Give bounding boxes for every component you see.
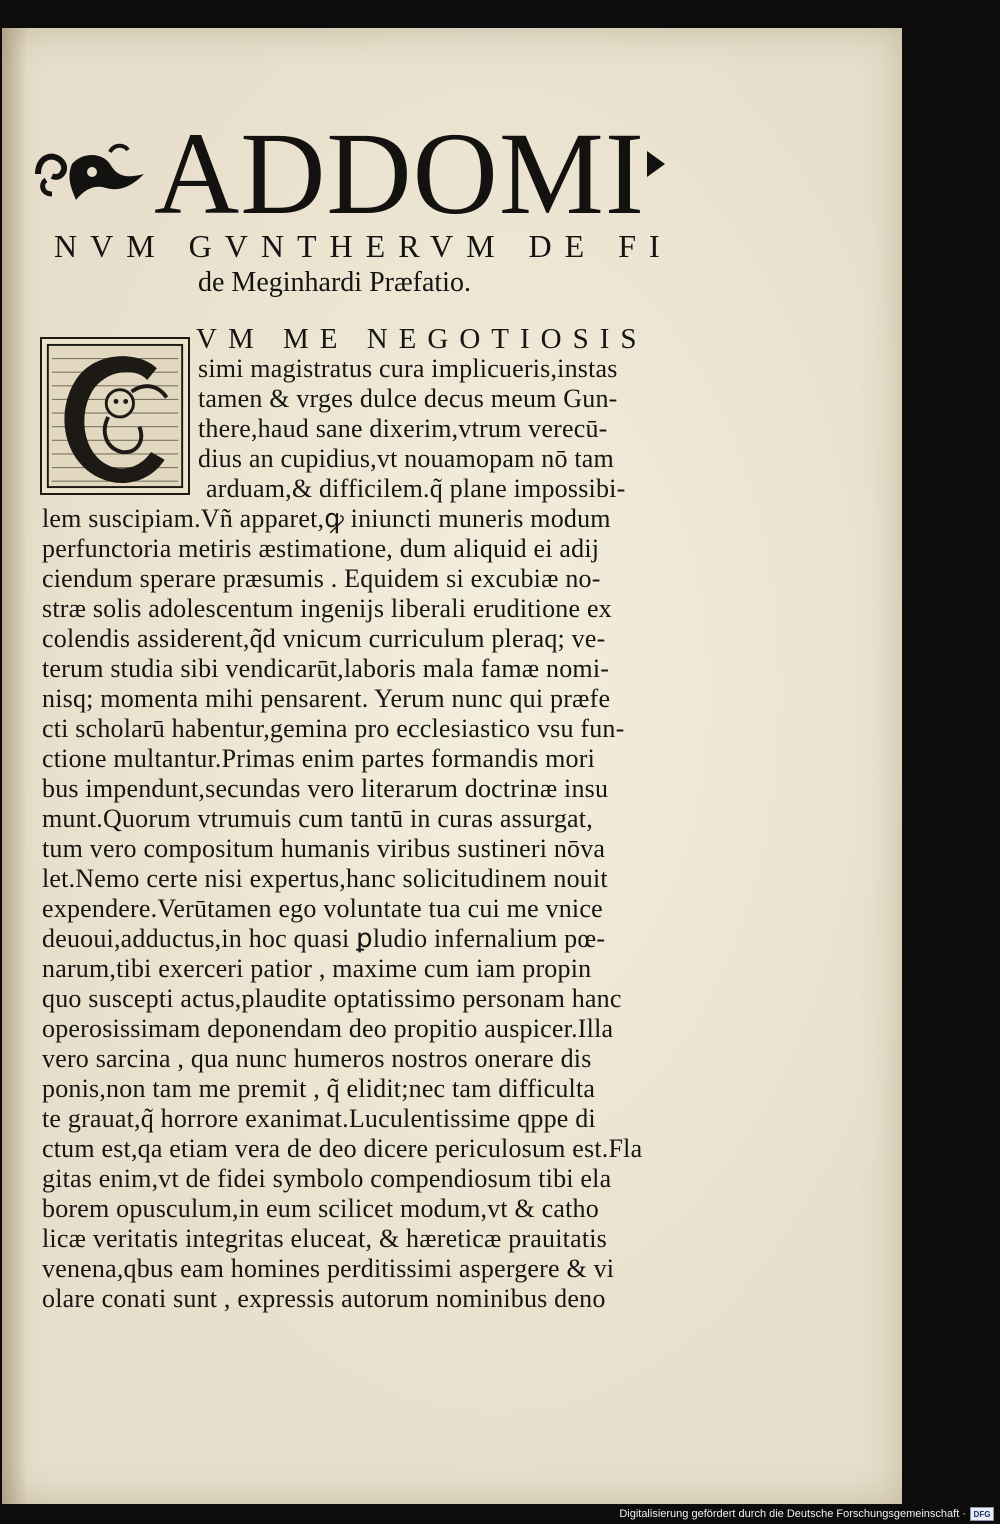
text-line: venena,qbus eam homines perditissimi aspergere & vi — [42, 1254, 615, 1283]
book-page — [2, 28, 902, 1504]
text-line: operosissimam deponendam deo propitio auspicer.Illa — [42, 1014, 614, 1043]
heading — [32, 108, 665, 239]
text-line: ctione multantur.Primas enim partes formandis mori — [42, 744, 596, 773]
text-line: bus impendunt,secundas vero literarum doctrinæ insu — [42, 774, 609, 803]
text-line: vero sarcina , qua nunc humeros nostros onerare dis — [42, 1044, 592, 1073]
text-line: lem suscipiam.Vñ apparet,ꝙ iniuncti muneris modum — [42, 504, 611, 533]
text-line: perfunctoria metiris æstimatione, dum aliquid ei adij — [42, 534, 600, 563]
text-line: ponis,non tam me premit , q̃ elidit;nec tam difficulta — [42, 1074, 596, 1103]
text-line: let.Nemo certe nisi expertus,hanc solicitudinem nouit — [42, 864, 608, 893]
text-line: simi magistratus cura implicueris,instas — [198, 354, 618, 383]
decorated-initial — [40, 337, 190, 495]
text-line: arduam,& difficilem.q̃ plane impossibi- — [206, 474, 626, 503]
text-line: expendere.Verūtamen ego voluntate tua cui me vnice — [42, 894, 603, 923]
text-line: ctum est,qa etiam vera de deo dicere periculosum est.Fla — [42, 1134, 643, 1163]
text-line: cti scholarū habentur,gemina pro ecclesiastico vsu fun- — [42, 714, 625, 743]
heading-subtitle-line1: NVM GVNTHERVM DE FI — [54, 228, 673, 264]
footer-credit — [619, 1504, 994, 1524]
text-line: stræ solis adolescentum ingenijs liberali eruditione ex — [42, 594, 612, 623]
text-line: borem opusculum,in eum scilicet modum,vt & catho — [42, 1194, 599, 1223]
text-line: deuoui,adductus,in hoc quasi ꝑludio infernalium pœ- — [42, 924, 606, 953]
text-line: there,haud sane dixerim,vtrum verecū- — [198, 414, 608, 443]
text-line: ciendum sperare præsumis . Equidem si excubiæ no- — [42, 564, 601, 593]
footer-text: Digitalisierung gefördert durch die Deutsche Forschungsgemeinschaft · — [619, 1508, 966, 1520]
text-line: tum vero compositum humanis viribus sustineri nōva — [42, 834, 606, 863]
text-line: gitas enim,vt de fidei symbolo compendiosum tibi ela — [42, 1164, 612, 1193]
text-line: olare conati sunt , expressis autorum nominibus deno — [42, 1284, 606, 1313]
heading-subtitle-line2: de Meginhardi Præfatio. — [198, 267, 471, 298]
text-line: VM ME NEGOTIOSIS — [196, 323, 648, 355]
text-line: nisq; momenta mihi pensarent. Yerum nunc qui præfe — [42, 684, 611, 713]
text-line: dius an cupidius,vt nouamopam nō tam — [198, 444, 614, 473]
initial-letter-woodcut-icon — [42, 339, 188, 493]
text-line: narum,tibi exerceri patior , maxime cum iam propin — [42, 954, 592, 983]
text-line: licæ veritatis integritas eluceat, & hæreticæ prauitatis — [42, 1224, 607, 1253]
text-line: te grauat,q̃ horrore exanimat.Luculentissime qppe di — [42, 1104, 596, 1133]
triangle-ornament-icon — [647, 151, 665, 177]
text-line: terum studia sibi vendicarūt,laboris mala famæ nomi- — [42, 654, 610, 683]
text-line: munt.Quorum vtrumuis cum tantū in curas assurgat, — [42, 804, 593, 833]
fleuron-ornament-icon — [32, 134, 150, 214]
text-line: tamen & vrges dulce decus meum Gun- — [198, 384, 618, 413]
heading-title: ADDOMI — [154, 108, 646, 239]
dfg-logo-icon: DFG — [970, 1507, 994, 1521]
text-line: colendis assiderent,q̃d vnicum curriculum pleraq; ve- — [42, 624, 606, 653]
text-line: quo suscepti actus,plaudite optatissimo personam hanc — [42, 984, 622, 1013]
